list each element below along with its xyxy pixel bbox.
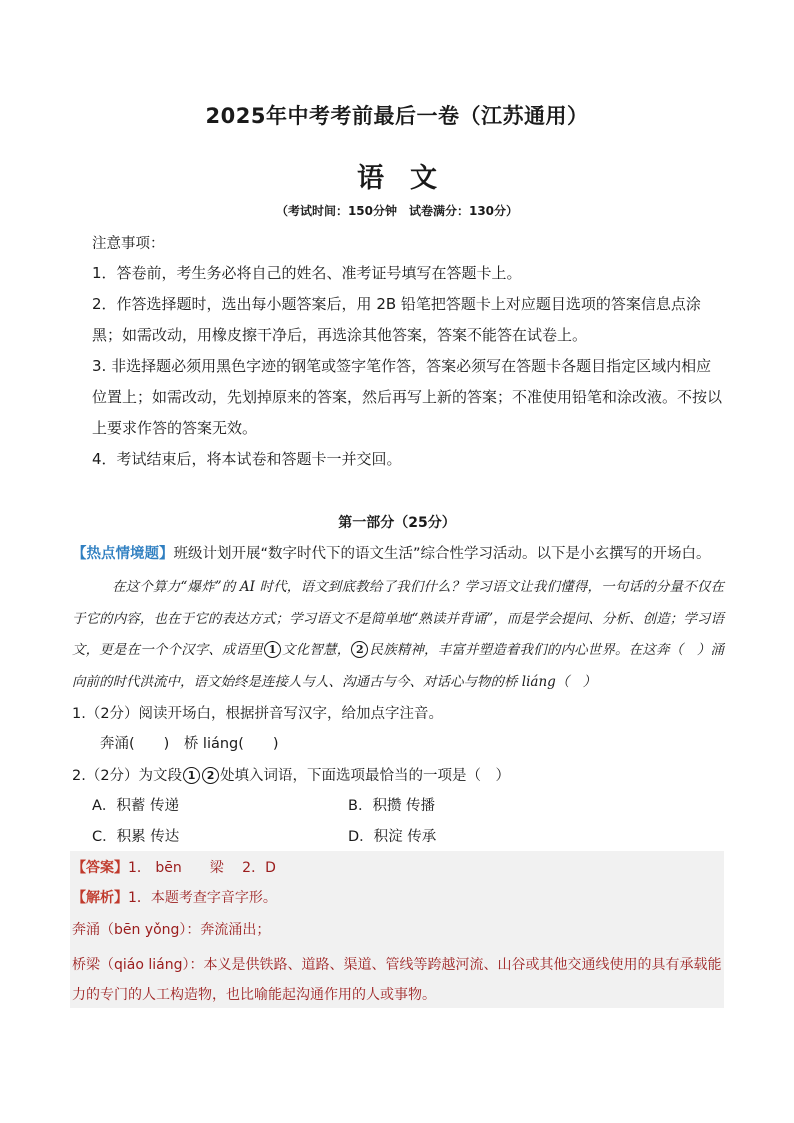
notice-item-4: 4．考试结束后，将本试卷和答题卡一并交回。 bbox=[92, 450, 402, 468]
exam-info: （考试时间：150分钟 试卷满分：130分） bbox=[275, 204, 519, 218]
opening-passage bbox=[72, 572, 724, 698]
notice-heading: 注意事项： bbox=[92, 236, 165, 252]
question-2-stem-a: 2.（2分）为文段 bbox=[72, 768, 183, 784]
notice-item-2: 2．作答选择题时，选出每小题答案后，用 2B 铅笔把答题卡上对应题目选项的答案信息点涂黑；如需改动，用橡皮擦干净后，再选涂其他答案，答案不能答在试卷上。 bbox=[92, 295, 701, 344]
part-one-title: 第一部分（25分） bbox=[338, 515, 456, 531]
exam-title: 2025年中考考前最后一卷（江苏通用） bbox=[205, 104, 589, 128]
passage-part-2: 文化智慧， bbox=[281, 642, 351, 658]
context-text: 班级计划开展“数字时代下的语文生活”综合性学习活动。以下是小玄撰写的开场白。 bbox=[173, 546, 711, 562]
question-1-blanks: 奔涌( ) 桥 liáng( ) bbox=[100, 736, 279, 752]
subject-title: 语文 bbox=[357, 163, 463, 194]
answer-tag: 【答案】 bbox=[72, 860, 128, 876]
blank-marker-1: 1 bbox=[264, 641, 281, 658]
context-intro bbox=[72, 541, 732, 567]
analysis-tag: 【解析】 bbox=[72, 890, 128, 906]
answer-line bbox=[72, 857, 724, 877]
option-a: A．积蓄 传递 bbox=[92, 798, 180, 814]
question-2-marker-2: 2 bbox=[202, 767, 219, 784]
analysis-text: 1．本题考查字音字形。 bbox=[128, 890, 277, 906]
question-2-stem-b: 处填入词语，下面选项最恰当的一项是（ ） bbox=[220, 768, 511, 784]
blank-marker-2: 2 bbox=[351, 641, 368, 658]
notice-item-3: 3. 非选择题必须用黑色字迹的钢笔或签字笔作答，答案必须写在答题卡各题目指定区域内相应位置上；如需改动，先划掉原来的答案，然后再写上新的答案；不准使用铅笔和涂改液。不按以上要求作答的答案无效。 bbox=[92, 357, 723, 437]
notice-item-1: 1．答卷前，考生务必将自己的姓名、准考证号填写在答题卡上。 bbox=[92, 264, 522, 282]
passage-part-3: 民族精神，丰富并塑造着我们的内心世界。在这奔（ ）涌向前的时代洪流中，语文始终是连接人与人、沟通古与今、对话心与物的桥 liáng（ ） bbox=[72, 642, 725, 690]
context-tag: 【热点情境题】 bbox=[72, 546, 174, 562]
passage-part-1: 在这个算力“爆炸”的 AI 时代，语文到底教给了我们什么？学习语文让我们懂得，一句话的分量不仅在于它的内容，也在于它的表达方式；学习语文不是简单地“熟读并背诵”，而是学会提问、分析、创造；学习语文，更是在一个个汉字、成语里 bbox=[72, 579, 724, 658]
option-d: D．积淀 传承 bbox=[348, 829, 437, 845]
analysis-line bbox=[72, 887, 724, 907]
analysis-benyong: 奔涌（bēn yǒng）：奔流涌出； bbox=[72, 922, 271, 938]
question-1-stem: 1.（2分）阅读开场白，根据拼音写汉字，给加点字注音。 bbox=[72, 706, 444, 722]
option-b: B．积攒 传播 bbox=[348, 798, 436, 814]
option-c: C．积累 传达 bbox=[92, 829, 180, 845]
question-2-stem bbox=[72, 764, 732, 785]
analysis-qiaoliang: 桥梁（qiáo liáng）：本义是供铁路、道路、渠道、管线等跨越河流、山谷或其他交通线使用的具有承载能力的专门的人工构造物，也比喻能起沟通作用的人或事物。 bbox=[72, 957, 722, 1003]
answer-text: 1． bēn 梁 2．D bbox=[128, 860, 276, 876]
question-2-marker-1: 1 bbox=[183, 767, 200, 784]
